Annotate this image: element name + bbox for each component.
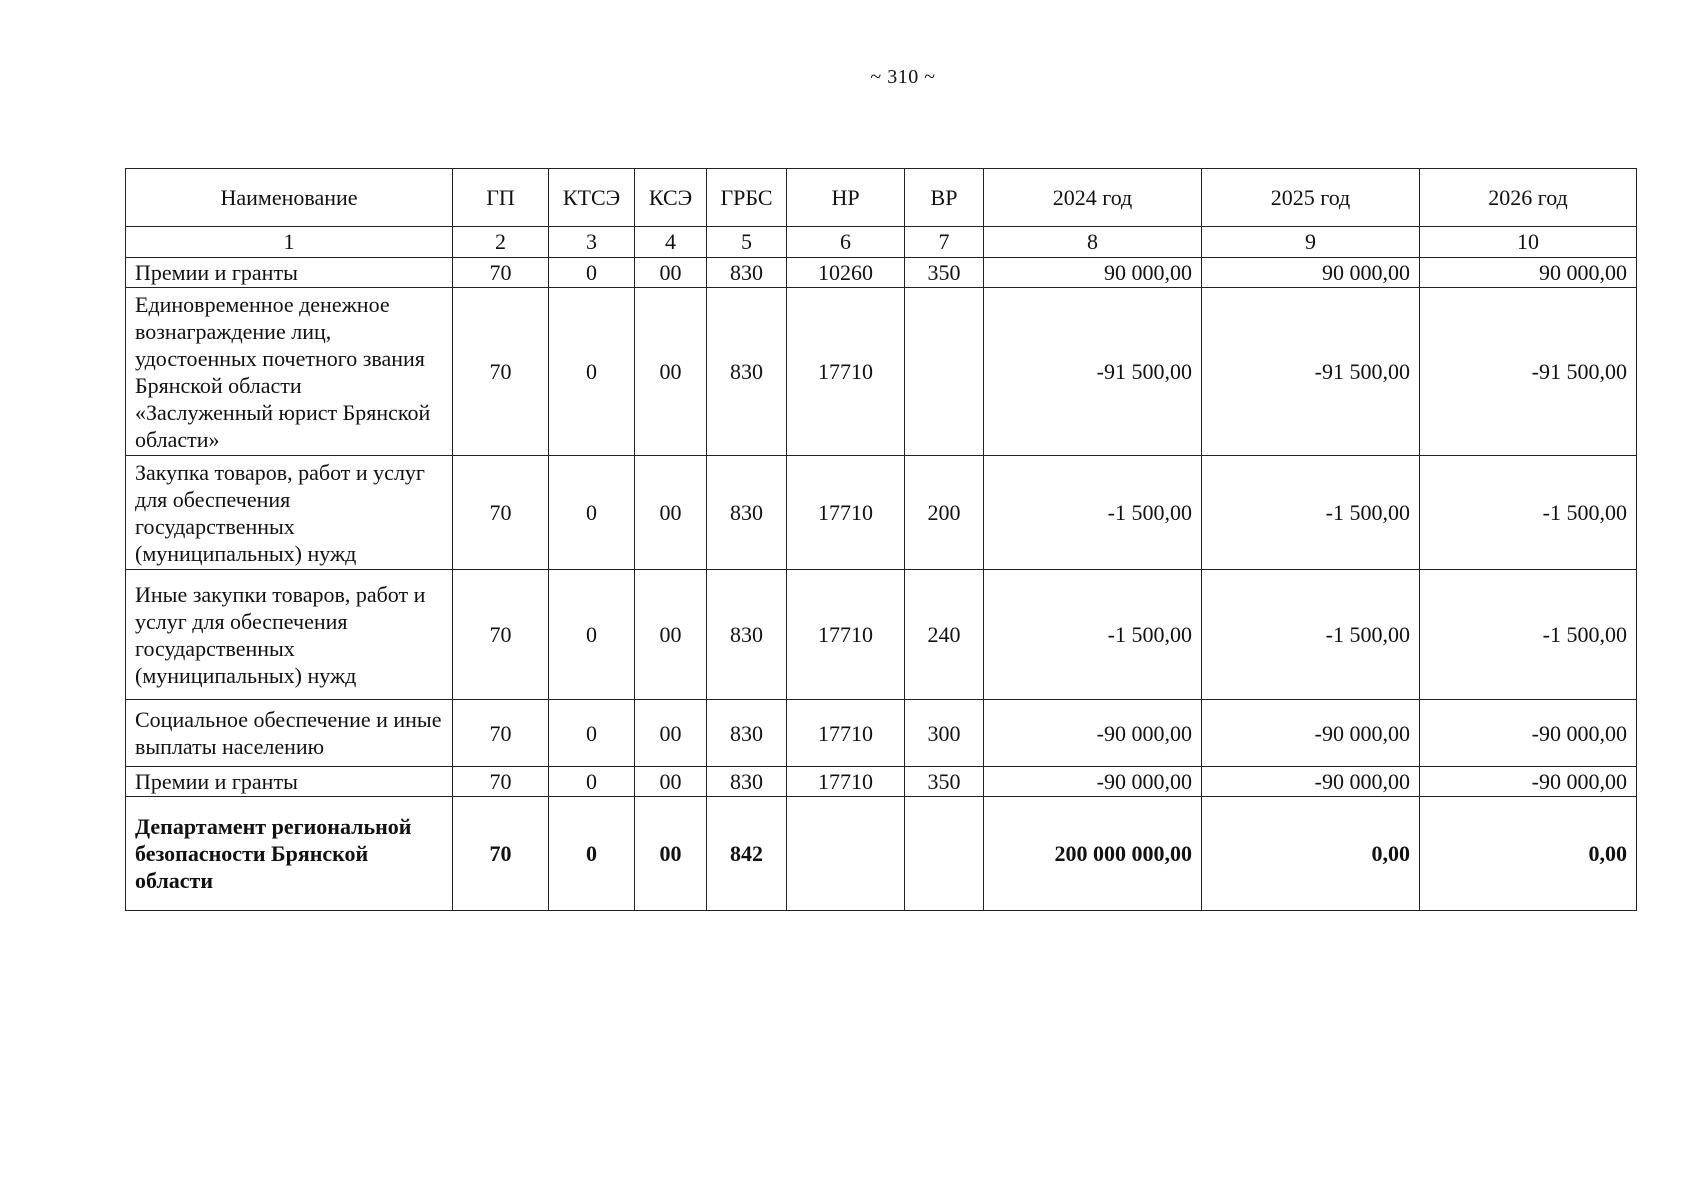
header-2024: 2024 год xyxy=(984,169,1202,227)
cell-2025: 90 000,00 xyxy=(1202,258,1420,288)
cell-2025: -90 000,00 xyxy=(1202,700,1420,767)
column-number: 1 xyxy=(126,227,453,258)
row-name: Единовременное денежное вознаграждение лиц, удостоенных почетного звания Брянской области «Заслуженный юрист Брянской области» xyxy=(126,288,453,456)
cell-ktse: 0 xyxy=(549,570,635,700)
table-row xyxy=(126,570,1637,700)
cell-vr: 200 xyxy=(905,456,984,570)
column-number-row xyxy=(126,227,1637,258)
cell-grbs: 842 xyxy=(707,797,787,911)
table-row xyxy=(126,797,1637,911)
cell-grbs: 830 xyxy=(707,258,787,288)
row-name: Иные закупки товаров, работ и услуг для обеспечения государственных (муниципальных) нужд xyxy=(126,570,453,700)
cell-2024: 200 000 000,00 xyxy=(984,797,1202,911)
cell-2024: 90 000,00 xyxy=(984,258,1202,288)
cell-2026: 90 000,00 xyxy=(1420,258,1637,288)
cell-nr: 17710 xyxy=(787,767,905,797)
cell-ktse: 0 xyxy=(549,288,635,456)
cell-nr: 17710 xyxy=(787,288,905,456)
column-number: 9 xyxy=(1202,227,1420,258)
header-gp: ГП xyxy=(453,169,549,227)
cell-2026: -1 500,00 xyxy=(1420,456,1637,570)
cell-ktse: 0 xyxy=(549,797,635,911)
cell-nr: 17710 xyxy=(787,700,905,767)
column-number: 2 xyxy=(453,227,549,258)
row-name: Закупка товаров, работ и услуг для обеспечения государственных (муниципальных) нужд xyxy=(126,456,453,570)
cell-2025: -91 500,00 xyxy=(1202,288,1420,456)
cell-2025: -90 000,00 xyxy=(1202,767,1420,797)
header-name: Наименование xyxy=(126,169,453,227)
cell-ktse: 0 xyxy=(549,767,635,797)
cell-grbs: 830 xyxy=(707,700,787,767)
cell-gp: 70 xyxy=(453,258,549,288)
column-number: 10 xyxy=(1420,227,1637,258)
cell-gp: 70 xyxy=(453,767,549,797)
column-number: 5 xyxy=(707,227,787,258)
budget-table xyxy=(125,168,1637,911)
cell-nr xyxy=(787,797,905,911)
row-name: Социальное обеспечение и иные выплаты населению xyxy=(126,700,453,767)
header-kse: КСЭ xyxy=(635,169,707,227)
row-name: Департамент региональной безопасности Брянской области xyxy=(126,797,453,911)
cell-2026: 0,00 xyxy=(1420,797,1637,911)
cell-vr: 240 xyxy=(905,570,984,700)
cell-gp: 70 xyxy=(453,288,549,456)
cell-nr: 17710 xyxy=(787,570,905,700)
header-nr: НР xyxy=(787,169,905,227)
header-2025: 2025 год xyxy=(1202,169,1420,227)
cell-gp: 70 xyxy=(453,570,549,700)
table-row xyxy=(126,288,1637,456)
page-number: ~ 310 ~ xyxy=(870,66,936,88)
cell-gp: 70 xyxy=(453,700,549,767)
table-row xyxy=(126,767,1637,797)
cell-grbs: 830 xyxy=(707,767,787,797)
cell-2024: -91 500,00 xyxy=(984,288,1202,456)
cell-kse: 00 xyxy=(635,700,707,767)
row-name: Премии и гранты xyxy=(126,258,453,288)
cell-2025: 0,00 xyxy=(1202,797,1420,911)
cell-grbs: 830 xyxy=(707,288,787,456)
cell-nr: 17710 xyxy=(787,456,905,570)
header-ktse: КТСЭ xyxy=(549,169,635,227)
cell-kse: 00 xyxy=(635,767,707,797)
cell-2024: -90 000,00 xyxy=(984,767,1202,797)
header-grbs: ГРБС xyxy=(707,169,787,227)
cell-vr: 350 xyxy=(905,767,984,797)
cell-kse: 00 xyxy=(635,570,707,700)
header-2026: 2026 год xyxy=(1420,169,1637,227)
cell-ktse: 0 xyxy=(549,700,635,767)
cell-kse: 00 xyxy=(635,456,707,570)
cell-2025: -1 500,00 xyxy=(1202,570,1420,700)
cell-nr: 10260 xyxy=(787,258,905,288)
cell-vr: 350 xyxy=(905,258,984,288)
cell-kse: 00 xyxy=(635,797,707,911)
cell-gp: 70 xyxy=(453,797,549,911)
column-number: 7 xyxy=(905,227,984,258)
cell-2025: -1 500,00 xyxy=(1202,456,1420,570)
cell-grbs: 830 xyxy=(707,456,787,570)
column-number: 4 xyxy=(635,227,707,258)
cell-kse: 00 xyxy=(635,288,707,456)
row-name: Премии и гранты xyxy=(126,767,453,797)
cell-2024: -90 000,00 xyxy=(984,700,1202,767)
header-vr: ВР xyxy=(905,169,984,227)
cell-2026: -1 500,00 xyxy=(1420,570,1637,700)
table-row xyxy=(126,258,1637,288)
column-number: 3 xyxy=(549,227,635,258)
cell-grbs: 830 xyxy=(707,570,787,700)
table-row xyxy=(126,700,1637,767)
cell-ktse: 0 xyxy=(549,258,635,288)
cell-2024: -1 500,00 xyxy=(984,570,1202,700)
cell-vr: 300 xyxy=(905,700,984,767)
cell-2026: -91 500,00 xyxy=(1420,288,1637,456)
cell-kse: 00 xyxy=(635,258,707,288)
column-number: 6 xyxy=(787,227,905,258)
cell-ktse: 0 xyxy=(549,456,635,570)
cell-vr xyxy=(905,288,984,456)
table-row xyxy=(126,456,1637,570)
column-number: 8 xyxy=(984,227,1202,258)
cell-2024: -1 500,00 xyxy=(984,456,1202,570)
cell-2026: -90 000,00 xyxy=(1420,767,1637,797)
cell-gp: 70 xyxy=(453,456,549,570)
cell-2026: -90 000,00 xyxy=(1420,700,1637,767)
header-row xyxy=(126,169,1637,227)
cell-vr xyxy=(905,797,984,911)
